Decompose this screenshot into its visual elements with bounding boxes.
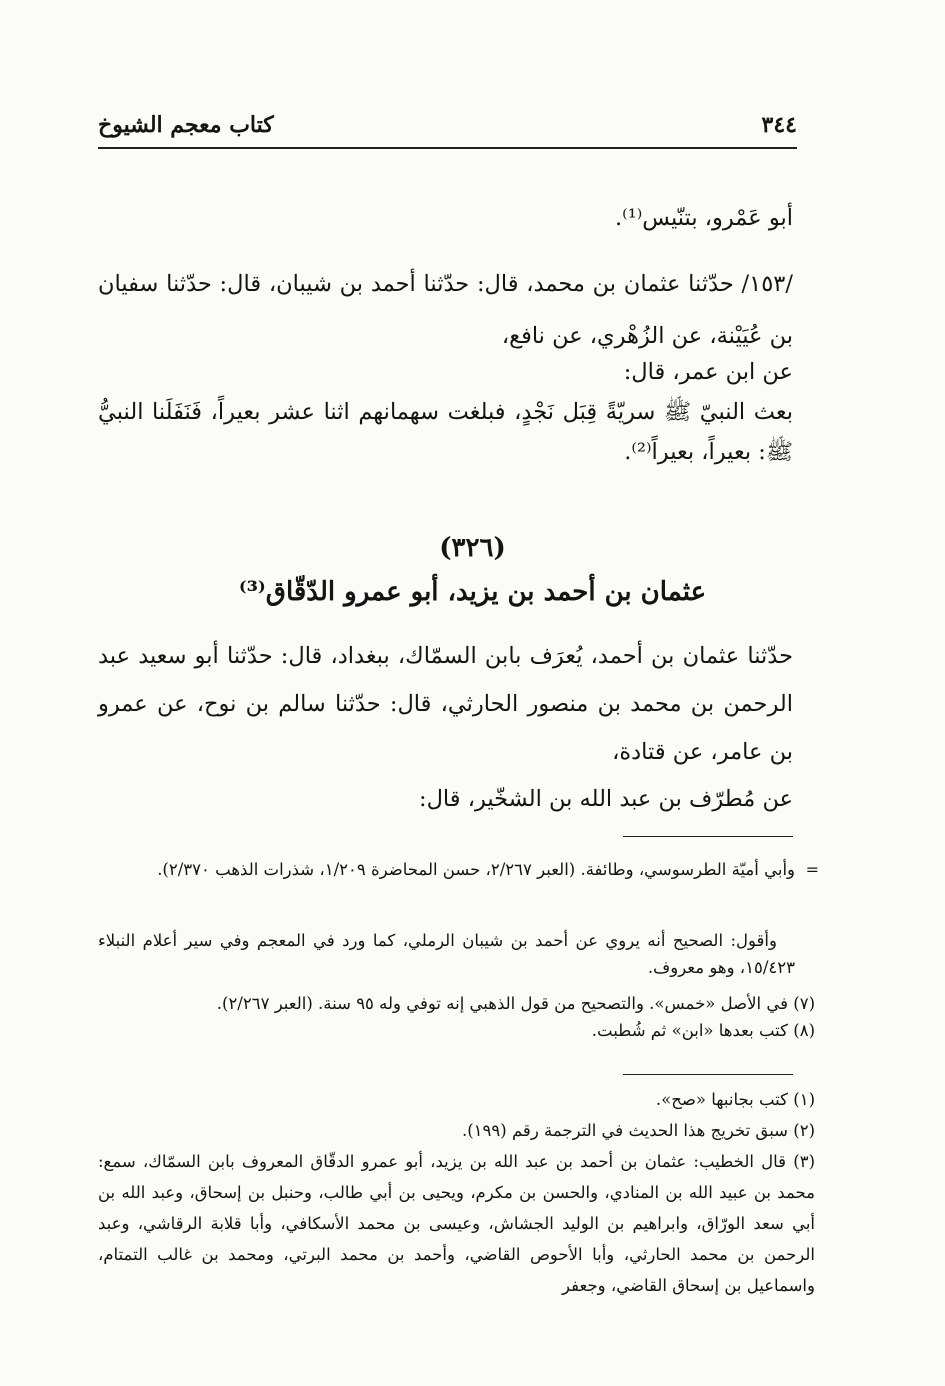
entry-isnad-end: [98, 773, 793, 825]
text-line: أبو عَمْرو، بتنّيس⁽¹⁾.: [615, 205, 793, 231]
page-number: ٣٤٤: [761, 112, 797, 138]
footnote-3: (٣) قال الخطيب: عثمان بن أحمد بن عبد الله بن يزيد، أبو عمرو الدقّاق المعروف بابن السمّاك، سمع: محمد بن عبيد الله بن المنادي، والحسن بن مكرم، ويحيى بن أبي طالب، وحنبل بن إسحاق، وعبد الله بن أبي سعد الورّاق، وابراهيم بن الوليد الجشاش، وعيسى بن محمد الأسكافي، وأبا قلابة الرقاشي، وعبد الرحمن بن محمد الحارثي، وأبا الأحوص القاضي، وأحمد بن محمد البرتي، ومحمد بن غالب التمتام، واسماعيل بن إسحاق القاضي، وجعفر: [98, 1152, 815, 1295]
entry-isnad: [98, 632, 793, 776]
header-rule: [98, 147, 797, 149]
text-paragraph: بعث النبيّ ﷺ سريّةً قِبَل نَجْدٍ، فبلغت سهمانهم اثنا عشر بعيراً، فَنَفَلَنا النبيُّ ﷺ: بعيراً، بعيراً⁽²⁾.: [98, 399, 793, 465]
footnote-separator: [623, 836, 793, 837]
footnote-text: وأقول: الصحيح أنه يروي عن أحمد بن شيبان الرملي، كما ورد في المعجم وفي سير أعلام النبلاء ١٥/٤٢٣، وهو معروف.: [98, 931, 795, 977]
footnote-2: (٢) سبق تخريج هذا الحديث في الترجمة رقم (١٩٩).: [461, 1121, 815, 1140]
footnote-7: (٧) في الأصل «خمس». والتصحيح من قول الذهبي إنه توفي وله ٩٥ سنة. (العبر ٢/٢٦٧).: [216, 994, 815, 1013]
text-line: عن مُطرّف بن عبد الله بن الشخّير، قال:: [419, 786, 793, 812]
text-paragraph: حدّثنا عثمان بن أحمد، يُعرَف بابن السمّاك، ببغداد، قال: حدّثنا أبو سعيد عبد الرحمن بن محمد بن منصور الحارثي، قال: حدّثنا سالم بن نوح، عن عمرو بن عامر، عن قتادة،: [98, 643, 793, 765]
footnote-comment: [98, 927, 795, 981]
book-title: كتاب معجم الشيوخ: [98, 112, 274, 138]
footnotes-1-3: [98, 1084, 815, 1301]
hadith-153-matn: [98, 352, 793, 472]
running-header: [98, 110, 797, 146]
footnotes-7-8: [98, 990, 815, 1044]
text-line-abu-amr: [98, 192, 793, 244]
text-paragraph: /١٥٣/ حدّثنا عثمان بن محمد، قال: حدّثنا أحمد بن شيبان، قال: حدّثنا سفيان بن عُيَيْنة، عن الزُهْري، عن نافع،: [98, 271, 793, 349]
text-line: عن ابن عمر، قال:: [623, 359, 793, 385]
entry-title: عثمان بن أحمد بن يزيد، أبو عمرو الدّقّاق⁽³⁾: [238, 577, 707, 607]
footnote-text: وأبي أميّة الطرسوسي، وطائفة. (العبر ٢/٢٦٧، حسن المحاضرة ١/٢٠٩، شذرات الذهب ٢/٣٧٠).: [157, 860, 795, 879]
footnote-1: (١) كتب بجانبها «صح».: [655, 1090, 815, 1109]
hadith-153-isnad: [98, 258, 793, 362]
footnote-separator: [623, 1074, 793, 1075]
footnote-8: (٨) كتب بعدها «ابن» ثم شُطبت.: [591, 1021, 815, 1040]
continuation-mark: =: [805, 860, 819, 879]
footnote-continuation: [98, 856, 819, 883]
entry-number: (٣٢٦): [439, 533, 506, 563]
